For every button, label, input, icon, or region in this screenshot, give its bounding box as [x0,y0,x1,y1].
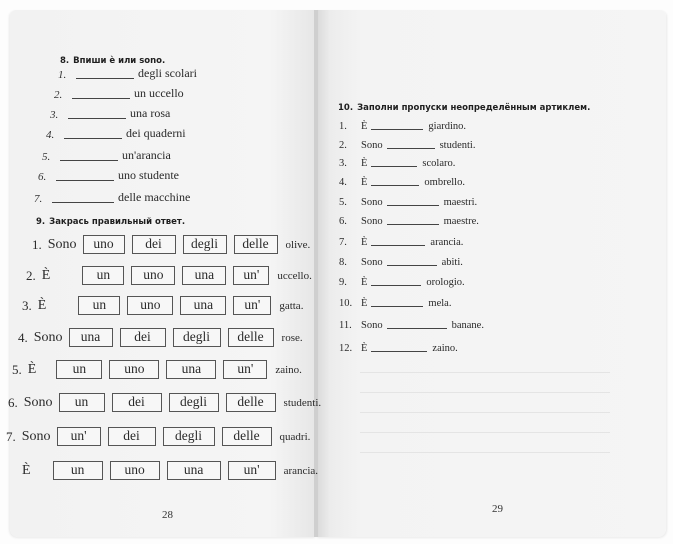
ex10-item-11 [339,319,484,331]
item-number: 3. [50,109,59,121]
row-subject: È [27,361,37,377]
item-number: 4. [339,177,347,188]
option-box[interactable]: un' [228,461,276,480]
ex8-item-1 [58,66,197,81]
ex9-row-1 [32,235,310,254]
item-number: 10. [339,298,353,309]
option-box[interactable]: dei [120,328,166,347]
row-word: arancia. [283,464,319,477]
exercise-number: 10. [338,103,354,113]
row-number: 2. [26,267,36,283]
option-box[interactable]: uno [127,296,173,315]
option-box[interactable]: una [69,328,113,347]
row-subject: Sono [33,329,63,345]
item-number: 2. [54,89,63,101]
item-subject: È [361,158,368,169]
ex9-row-3 [22,296,303,315]
answer-blank[interactable] [371,236,425,246]
ex9-row-5 [12,360,302,379]
exercise-9-heading [36,217,185,227]
row-subject: È [41,267,51,283]
right-page [316,10,666,537]
item-number: 7. [34,193,43,205]
item-subject: È [361,237,368,248]
show-through-line [360,412,610,413]
ex9-row-6 [8,393,321,412]
option-box[interactable]: uno [83,235,125,254]
exercise-instruction: Закрась правильный ответ. [49,217,186,227]
ex10-item-9 [339,276,465,288]
row-word: quadri. [279,430,311,443]
ex10-item-1 [339,120,466,132]
ex8-item-2 [54,86,184,101]
exercise-10-heading [338,103,590,113]
option-box[interactable]: degli [163,427,215,446]
option-box[interactable]: un [82,266,124,285]
ex8-item-4 [46,126,186,141]
item-number: 3. [339,158,347,169]
item-number: 8. [339,257,347,268]
ex9-row-2 [26,266,312,285]
ex10-item-8 [339,256,463,268]
page-number: 28 [162,509,173,521]
exercise-instruction: Впиши è или sono. [73,56,166,66]
ex8-item-6 [38,168,179,183]
item-subject: Sono [361,197,383,208]
option-box[interactable]: un' [233,266,269,285]
item-number: 6. [339,216,347,227]
ex10-item-12 [339,342,458,354]
item-word: abiti. [441,257,463,268]
item-text: dei quaderni [126,126,186,140]
answer-blank[interactable] [52,192,114,203]
option-box[interactable]: una [182,266,226,285]
option-box[interactable]: una [180,296,226,315]
ex10-item-6 [339,215,479,227]
option-box[interactable]: uno [131,266,175,285]
item-subject: Sono [361,140,383,151]
item-number: 12. [339,343,353,354]
answer-blank[interactable] [68,108,126,119]
row-word: uccello. [277,269,312,282]
ex8-item-5 [42,148,171,163]
item-number: 5. [42,151,51,163]
option-box[interactable]: un' [57,427,101,446]
ex9-row-4 [18,328,303,347]
option-box[interactable]: degli [173,328,221,347]
item-subject: È [361,121,368,132]
row-word: rose. [281,331,303,344]
item-number: 1. [58,69,67,81]
row-word: olive. [285,238,311,251]
option-box[interactable]: dei [132,235,176,254]
answer-blank[interactable] [371,157,417,167]
ex9-row-7 [6,427,310,446]
ex9-row-8 [22,461,318,480]
answer-blank[interactable] [387,196,439,206]
ex8-item-7 [34,190,190,205]
show-through-line [360,432,610,433]
exercise-number: 8. [60,56,70,66]
answer-blank[interactable] [371,297,423,307]
row-number: 1. [32,236,42,252]
item-subject: Sono [361,320,383,331]
row-number: 3. [22,297,32,313]
ex10-item-10 [339,297,451,309]
item-word: mela. [428,298,452,309]
option-box[interactable]: un' [233,296,271,315]
option-box[interactable]: degli [183,235,227,254]
answer-blank[interactable] [387,256,437,266]
item-word: ombrello. [424,177,465,188]
row-number: 4. [18,329,28,345]
answer-blank[interactable] [387,215,439,225]
item-text: uno studente [118,168,179,182]
item-word: banane. [451,320,484,331]
item-number: 9. [339,277,347,288]
option-box[interactable]: un [56,360,102,379]
show-through-line [360,452,610,453]
option-box[interactable]: delle [226,393,276,412]
item-number: 5. [339,197,347,208]
item-word: giardino. [428,121,467,132]
option-box[interactable]: delle [234,235,278,254]
row-word: studenti. [283,396,322,409]
ex10-item-4 [339,176,465,188]
item-word: maestri. [443,197,478,208]
item-number: 4. [46,129,55,141]
row-number: 7. [6,428,16,444]
show-through-line [360,372,610,373]
option-box[interactable]: uno [110,461,160,480]
option-box[interactable]: degli [169,393,219,412]
row-number: 5. [12,361,22,377]
option-box[interactable]: un [53,461,103,480]
item-text: degli scolari [138,66,197,80]
item-number: 1. [339,121,347,132]
answer-blank[interactable] [76,68,134,79]
answer-blank[interactable] [64,128,122,139]
answer-blank[interactable] [371,120,423,130]
answer-blank[interactable] [371,176,419,186]
answer-blank[interactable] [387,139,435,149]
show-through-line [360,392,610,393]
item-subject: Sono [361,257,383,268]
item-number: 11. [339,320,352,331]
option-box[interactable]: un' [223,360,267,379]
option-box[interactable]: delle [222,427,272,446]
row-word: zaino. [275,363,302,376]
row-subject: È [22,462,31,478]
item-subject: È [361,298,368,309]
item-word: scolaro. [422,158,456,169]
option-box[interactable]: un [59,393,105,412]
ex10-item-7 [339,236,463,248]
row-number: 6. [8,394,18,410]
item-subject: È [361,177,368,188]
item-word: zaino. [432,343,458,354]
item-subject: È [361,277,368,288]
answer-blank[interactable] [72,88,130,99]
item-word: maestre. [443,216,479,227]
answer-blank[interactable] [371,342,427,352]
row-word: gatta. [279,299,304,312]
ex8-item-3 [50,106,170,121]
row-subject: È [37,297,47,313]
option-box[interactable]: una [167,461,221,480]
option-box[interactable]: una [166,360,216,379]
item-word: orologio. [426,277,465,288]
item-text: un uccello [134,86,184,100]
item-subject: È [361,343,368,354]
option-box[interactable]: dei [112,393,162,412]
option-box[interactable]: un [78,296,120,315]
option-box[interactable]: dei [108,427,156,446]
ex10-item-5 [339,196,477,208]
option-box[interactable]: uno [109,360,159,379]
exercise-number: 9. [36,217,46,227]
row-subject: Sono [47,236,77,252]
answer-blank[interactable] [371,276,421,286]
exercise-8-heading [60,56,165,66]
item-number: 7. [339,237,347,248]
item-word: studenti. [439,140,476,151]
answer-blank[interactable] [387,319,447,329]
item-subject: Sono [361,216,383,227]
item-word: arancia. [430,237,464,248]
book-spine [314,10,318,537]
item-number: 2. [339,140,347,151]
ex10-item-3 [339,157,455,169]
row-subject: Sono [21,428,51,444]
option-box[interactable]: delle [228,328,274,347]
row-subject: Sono [23,394,53,410]
answer-blank[interactable] [56,170,114,181]
item-text: delle macchine [118,190,191,204]
item-text: una rosa [130,106,171,120]
page-number: 29 [492,503,503,515]
answer-blank[interactable] [60,150,118,161]
exercise-instruction: Заполни пропуски неопределённым артиклем. [357,103,591,113]
item-text: un'arancia [122,148,171,162]
item-number: 6. [38,171,47,183]
ex10-item-2 [339,139,475,151]
